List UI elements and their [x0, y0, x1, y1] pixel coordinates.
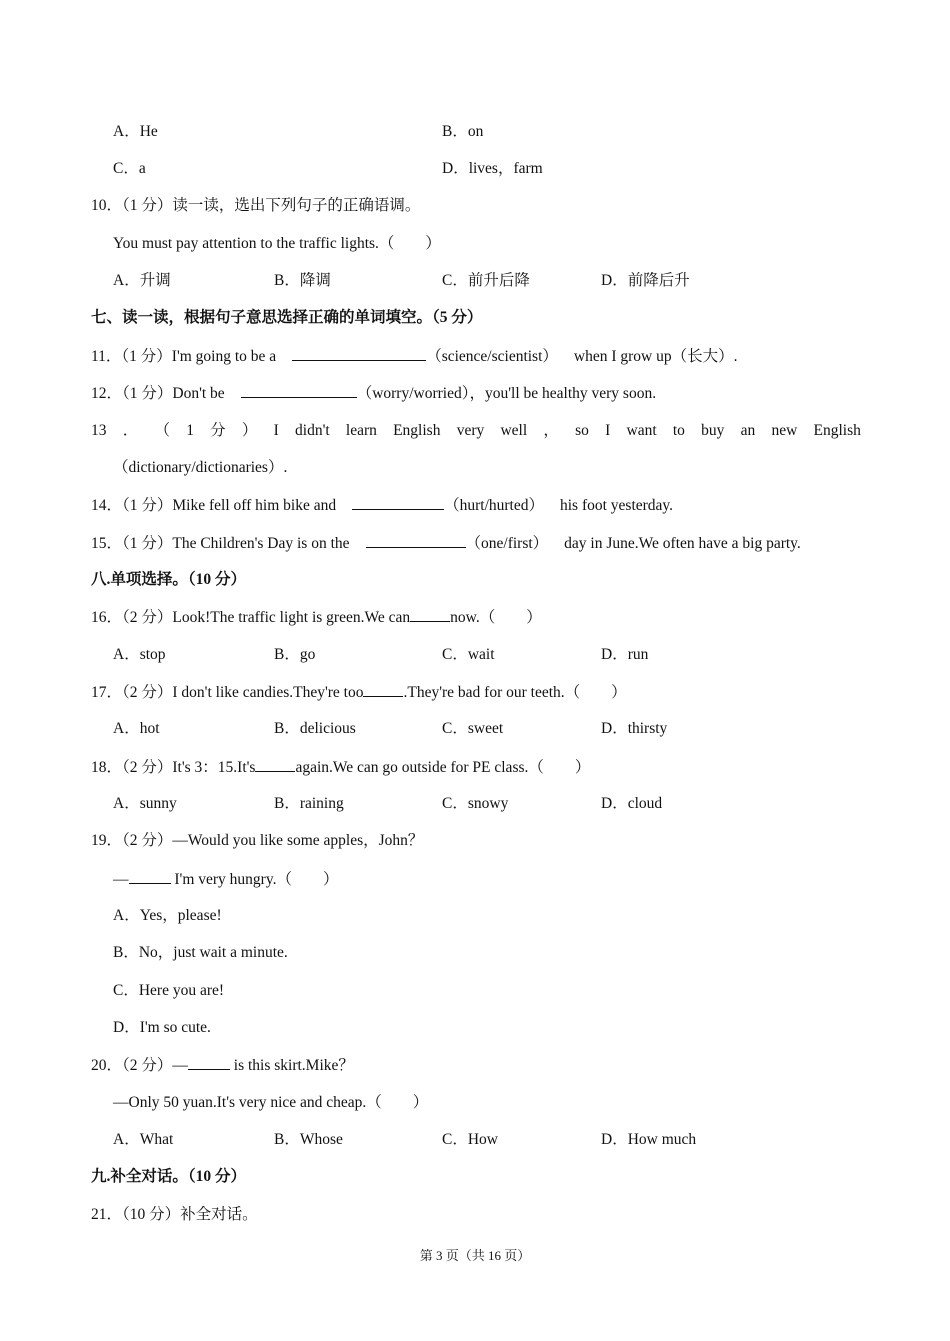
- q12: [91, 383, 656, 404]
- q18-stem-pre: 18．（2 分）It's 3：15.It's: [91, 759, 256, 776]
- q13-word: didn't: [295, 422, 330, 439]
- q20-option-a: A．What: [113, 1131, 174, 1148]
- q9-option-d: D．lives，farm: [442, 160, 543, 177]
- q18-option-c: C．snowy: [442, 795, 509, 812]
- section-8-title: 八.单项选择。（10 分）: [91, 571, 247, 588]
- q12-prefix: 12．（1 分）Don't be: [91, 385, 225, 402]
- q13-word: English: [393, 422, 441, 439]
- q18-stem-post: again.We can go outside for PE class.（ ）: [295, 759, 591, 776]
- q19-dash: —: [113, 871, 129, 888]
- q10-option-d: D．前降后升: [601, 272, 690, 289]
- q15: [91, 533, 801, 554]
- q12-blank[interactable]: [241, 383, 357, 398]
- q15-prefix: 15．（1 分）The Children's Day is on the: [91, 535, 350, 552]
- q16-stem-pre: 16．（2 分）Look!The traffic light is green.We can: [91, 609, 411, 626]
- q13-word: I: [605, 422, 611, 439]
- q14-choice: （hurt/hurted）: [444, 497, 544, 514]
- q11: [91, 346, 738, 367]
- section-9-title: 九.补全对话。（10 分）: [91, 1168, 247, 1185]
- q14-blank[interactable]: [352, 495, 444, 510]
- q18-stem: [91, 757, 590, 778]
- q18-option-a: A．sunny: [113, 795, 177, 812]
- q20-stem-post: is this skirt.Mike？: [229, 1057, 354, 1074]
- q19-line2: [113, 869, 338, 890]
- q13-word: ）: [241, 422, 258, 439]
- q16-stem-post: now.（ ）: [450, 609, 542, 626]
- q19-line2-post: I'm very hungry.（ ）: [170, 871, 339, 888]
- q16-option-c: C．wait: [442, 646, 495, 663]
- q9-option-c: C．a: [113, 160, 146, 177]
- q13-word: buy: [701, 422, 725, 439]
- q16-blank[interactable]: [410, 607, 450, 622]
- q13-word: learn: [345, 422, 377, 439]
- q16-option-a: A．stop: [113, 646, 166, 663]
- q18-option-d: D．cloud: [601, 795, 663, 812]
- q15-choice: （one/first）: [465, 535, 549, 552]
- q19-stem: 19．（2 分）—Would you like some apples，John？: [91, 832, 424, 849]
- q13-word: so: [575, 422, 589, 439]
- q13-word: want: [626, 422, 657, 439]
- q9-option-b: B．on: [442, 123, 484, 140]
- q10-option-c: C．前升后降: [442, 272, 530, 289]
- q17-stem: [91, 682, 627, 703]
- q20-stem: [91, 1055, 354, 1076]
- q13-word: ．: [122, 422, 139, 439]
- q13-word: to: [672, 422, 685, 439]
- q14-prefix: 14．（1 分）Mike fell off him bike and: [91, 497, 337, 514]
- q11-choice: （science/scientist）: [426, 348, 558, 365]
- q19-option-c: C．Here you are!: [113, 982, 225, 999]
- q19-option-b: B．No，just wait a minute.: [113, 944, 288, 961]
- q13-word: 分: [210, 422, 226, 439]
- q13-word: I: [273, 422, 279, 439]
- q13-word: well: [500, 422, 528, 439]
- q17-stem-pre: 17．（2 分）I don't like candies.They're too: [91, 684, 364, 701]
- q17-stem-post: .They're bad for our teeth.（ ）: [403, 684, 627, 701]
- q17-option-d: D．thirsty: [601, 720, 668, 737]
- q13-word: 13: [91, 422, 107, 439]
- q17-option-a: A．hot: [113, 720, 160, 737]
- q20-blank[interactable]: [188, 1055, 230, 1070]
- q13-word: English: [813, 422, 861, 439]
- q13-word: new: [771, 422, 798, 439]
- q11-blank[interactable]: [292, 346, 426, 361]
- q10-option-b: B．降调: [274, 272, 331, 289]
- q17-option-b: B．delicious: [274, 720, 356, 737]
- q20-option-c: C．How: [442, 1131, 498, 1148]
- q16-option-b: B．go: [274, 646, 316, 663]
- q18-blank[interactable]: [255, 757, 295, 772]
- q13-word: 1: [186, 422, 194, 439]
- q13-line1: [91, 421, 861, 441]
- q19-option-a: A．Yes，please!: [113, 907, 222, 924]
- q17-blank[interactable]: [363, 682, 403, 697]
- q20-option-b: B．Whose: [274, 1131, 343, 1148]
- q13-word: an: [740, 422, 756, 439]
- q11-suffix: when I grow up（长大）.: [573, 348, 738, 365]
- q10-stem: 10．（1 分）读一读，选出下列句子的正确语调。: [91, 197, 421, 214]
- q16-stem: [91, 607, 542, 628]
- section-7-title: 七、读一读，根据句子意思选择正确的单词填空。（5 分）: [91, 309, 483, 326]
- q10-sentence: You must pay attention to the traffic lights.（ ）: [113, 235, 441, 252]
- page-footer: 第 3 页（共 16 页）: [419, 1248, 531, 1263]
- q21-stem: 21．（10 分）补全对话。: [91, 1206, 258, 1223]
- q15-blank[interactable]: [366, 533, 466, 548]
- q14-suffix: his foot yesterday.: [559, 497, 674, 514]
- q13-line2: （dictionary/dictionaries）.: [113, 459, 288, 476]
- q13-word: ，: [543, 422, 559, 439]
- q16-option-d: D．run: [601, 646, 649, 663]
- q10-option-a: A．升调: [113, 272, 171, 289]
- q11-prefix: 11．（1 分）I'm going to be a: [91, 348, 277, 365]
- q15-suffix: day in June.We often have a big party.: [564, 535, 801, 552]
- q20-line2: —Only 50 yuan.It's very nice and cheap.（ ）: [113, 1094, 429, 1111]
- q9-option-a: A．He: [113, 123, 158, 140]
- q20-stem-pre: 20．（2 分）—: [91, 1057, 188, 1074]
- q20-option-d: D．How much: [601, 1131, 697, 1148]
- q13-word: very: [456, 422, 485, 439]
- q13-word: （: [154, 422, 170, 439]
- q12-choice: （worry/worried），you'll be healthy very soon.: [356, 385, 657, 402]
- q17-option-c: C．sweet: [442, 720, 504, 737]
- q19-option-d: D．I'm so cute.: [113, 1019, 211, 1036]
- q19-blank[interactable]: [129, 869, 171, 884]
- q14: [91, 495, 673, 516]
- q18-option-b: B．raining: [274, 795, 344, 812]
